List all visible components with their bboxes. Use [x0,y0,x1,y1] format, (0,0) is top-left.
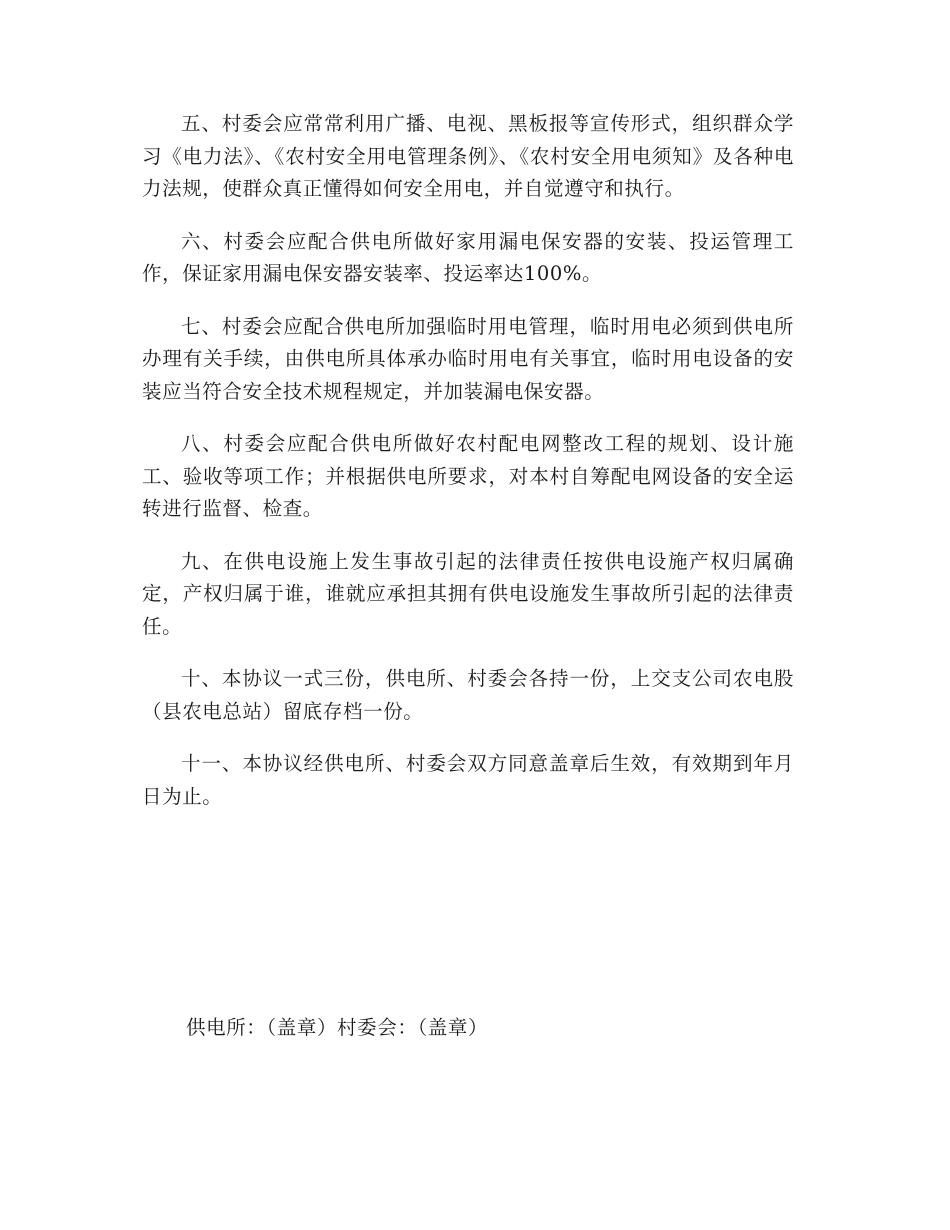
clause-7: 七、村委会应配合供电所加强临时用电管理，临时用电必须到供电所办理有关手续，由供电所具体承办临时用电有关事宜，临时用电设备的安装应当符合安全技术规程规定，并加装漏电保安器。 [142,314,794,403]
clause-5: 五、村委会应常常利用广播、电视、黑板报等宣传形式，组织群众学习《电力法》、《农村安全用电管理条例》、《农村安全用电须知》及各种电力法规，使群众真正懂得如何安全用电，并自觉遵守和执行。 [142,112,794,200]
clause-8: 八、村委会应配合供电所做好农村配电网整改工程的规划、设计施工、验收等项工作；并根据供电所要求，对本村自筹配电网设备的安全运转进行监督、检查。 [142,432,794,520]
signature-line: 供电所：（盖章）村委会：（盖章） [186,1016,489,1039]
document-body [142,108,794,833]
clause-9: 九、在供电设施上发生事故引起的法律责任按供电设施产权归属确定，产权归属于谁，谁就应承担其拥有供电设施发生事故所引起的法律责任。 [142,549,794,638]
clause-6: 六、村委会应配合供电所做好家用漏电保安器的安装、投运管理工作，保证家用漏电保安器安装率、投运率达100%。 [142,229,794,285]
clause-10: 十、本协议一式三份，供电所、村委会各持一份，上交支公司农电股（县农电总站）留底存档一份。 [142,667,794,723]
clause-11: 十一、本协议经供电所、村委会双方同意盖章后生效，有效期到年月日为止。 [142,752,794,808]
